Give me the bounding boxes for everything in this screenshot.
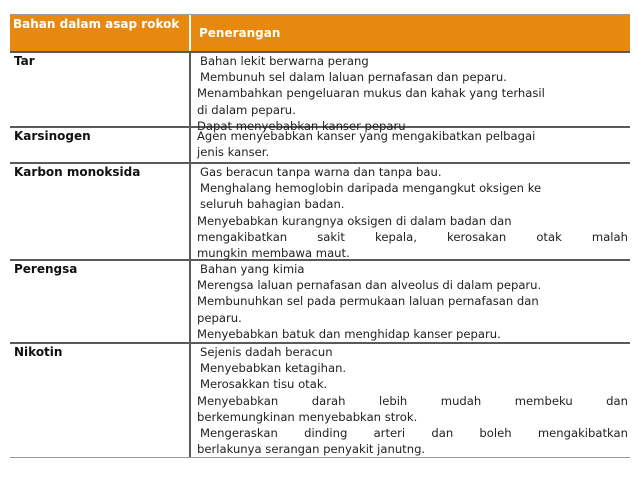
- description-line: Membunuhkan sel pada permukaan laluan pernafasan dan: [197, 294, 539, 309]
- description-line: Menyebabkan darah lebih mudah membeku dan: [197, 393, 628, 408]
- substance-name: Nikotin: [10, 344, 191, 457]
- substance-name: Karsinogen: [10, 128, 191, 162]
- description-line: berkemungkinan menyebabkan strok.: [197, 409, 418, 424]
- description-line: di dalam peparu.: [197, 102, 296, 117]
- description-cell: [191, 344, 630, 457]
- description-line: peparu.: [197, 310, 242, 325]
- header-description: Penerangan: [199, 26, 281, 40]
- description-line: Membunuh sel dalam laluan pernafasan dan peparu.: [200, 70, 507, 85]
- table-row-karbon-monoksida: [10, 164, 630, 261]
- table-row-tar: [10, 53, 630, 133]
- description-line: Mengeraskan dinding arteri dan boleh mengakibatkan: [200, 426, 628, 441]
- description-line: Menyebabkan kurangnya oksigen di dalam badan dan: [197, 213, 512, 228]
- description-line: Gas beracun tanpa warna dan tanpa bau.: [200, 165, 442, 179]
- header-substance: Bahan dalam asap rokok: [10, 15, 191, 51]
- description-cell: [191, 128, 630, 162]
- description-line: Dapat menyebabkan kanser peparu: [197, 118, 406, 133]
- description-line: Menyebabkan ketagihan.: [200, 361, 347, 376]
- description-line: Merengsa laluan pernafasan dan alveolus di dalam peparu.: [197, 278, 542, 293]
- description-line: jenis kanser.: [197, 145, 270, 160]
- description-line: Bahan yang kimia: [200, 262, 305, 276]
- substance-name: Tar: [10, 53, 191, 126]
- substance-name: Karbon monoksida: [10, 164, 191, 259]
- description-line: Menambahkan pengeluaran mukus dan kahak yang terhasil: [197, 86, 545, 101]
- description-line: mungkin membawa maut.: [197, 246, 350, 261]
- table-row-nikotin: [10, 344, 630, 458]
- description-cell: [191, 164, 630, 259]
- table-header: [10, 15, 630, 53]
- description-line: mengakibatkan sakit kepala, kerosakan otak malah: [197, 229, 628, 244]
- description-line: Bahan lekit berwarna perang: [200, 54, 369, 68]
- description-line: Menyebabkan batuk dan menghidap kanser peparu.: [197, 326, 501, 341]
- description-line: Sejenis dadah beracun: [200, 345, 333, 359]
- table-row-perengsa: [10, 261, 630, 344]
- info-table: [10, 14, 630, 458]
- substance-name: Perengsa: [10, 261, 191, 342]
- description-line: Menghalang hemoglobin daripada mengangkut oksigen ke: [200, 181, 542, 196]
- table-row-karsinogen: [10, 128, 630, 164]
- description-line: Agen menyebabkan kanser yang mengakibatkan pelbagai: [197, 129, 536, 143]
- description-line: berlakunya serangan penyakit janutng.: [197, 442, 426, 457]
- description-cell: [191, 53, 630, 133]
- description-cell: [191, 261, 630, 342]
- description-line: seluruh bahagian badan.: [200, 197, 345, 212]
- description-line: Merosakkan tisu otak.: [200, 377, 328, 392]
